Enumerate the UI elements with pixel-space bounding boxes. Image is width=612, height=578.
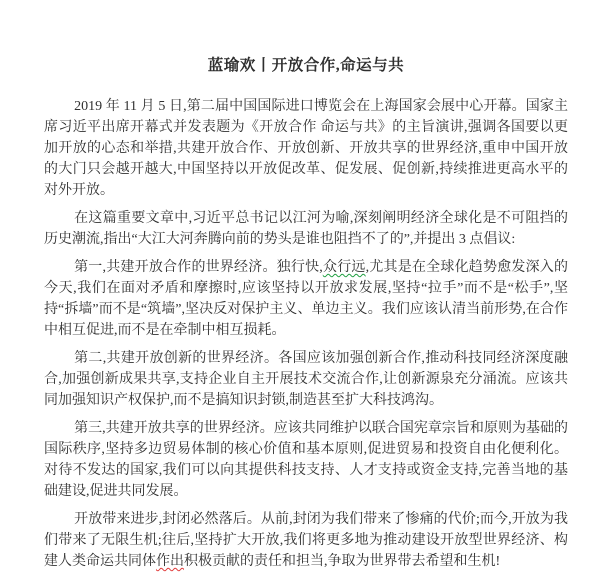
text-run: ,尤其是在全球化趋势愈发深入的今天,我们在面对矛盾和摩擦时,应该坚持以开放求发展,坚持“拉手”而不是“松手”,坚持“拆墙”而不是“筑墙”,坚决反对保护主义、单边主义。我们应该认清当前形势,在合作中相互促进,而不是在牵制中相互损耗。: [44, 260, 569, 338]
text-run: 2019 年 11 月 5 日,第二届中国国际进口博览会在上海国家会展中心开幕。国家主席习近平出席开幕式并发表题为《开放合作 命运与共》的主旨演讲,强调各国要以更加开放的心态和举措,共建开放合作、开放创新、开放共享的世界经济,重申中国开放的大门只会越开越大,中国坚持以开放促改革、促发展、促创新,持续推进更高水平的对外开放。: [44, 99, 568, 198]
text-run: 开放带来进步,封闭必然落后。从前,封闭为我们带来了惨痛的代价;而今,开放为我们带来了无限生机;往后,坚持扩大开放,我们将更多地为推动建设开放型世界经济、构建人类命运共同体: [44, 512, 568, 569]
paragraph: [44, 257, 568, 341]
paragraph: [44, 418, 568, 502]
spellcheck-green-underlined-word: 众行远: [322, 260, 366, 275]
spellcheck-red-underlined-word: 作出: [156, 554, 184, 569]
text-run: 第二,共建开放创新的世界经济。各国应该加强创新合作,推动科技同经济深度融合,加强创新成果共享,支持企业自主开展技术交流合作,让创新源泉充分涌流。应该共同加强知识产权保护,而不是搞知识封锁,制造甚至扩大科技鸿沟。: [44, 351, 568, 408]
paragraph: [44, 348, 568, 411]
text-run: 第一,共建开放合作的世界经济。独行快,: [74, 260, 323, 275]
paragraph: [44, 96, 568, 201]
text-run: 积极贡献的责任和担当,争取为世界带去希望和生机!: [184, 554, 501, 569]
text-run: 第三,共建开放共享的世界经济。应该共同维护以联合国宪章宗旨和原则为基础的国际秩序,坚持多边贸易体制的核心价值和基本原则,促进贸易和投资自由化便利化。对待不发达的国家,我们可以向其提供科技支持、人才支持或资金支持,完善当地的基础建设,促进共同发展。: [44, 421, 568, 499]
paragraph: [44, 509, 568, 572]
document-body: [44, 96, 568, 572]
text-run: 在这篇重要文章中,习近平总书记以江河为喻,深刻阐明经济全球化是不可阻挡的历史潮流,指出“大江大河奔腾向前的势头是谁也阻挡不了的”,并提出 3 点倡议:: [44, 211, 568, 247]
document-title: 蓝瑜欢丨开放合作,命运与共: [207, 57, 405, 74]
paragraph: [44, 208, 568, 250]
